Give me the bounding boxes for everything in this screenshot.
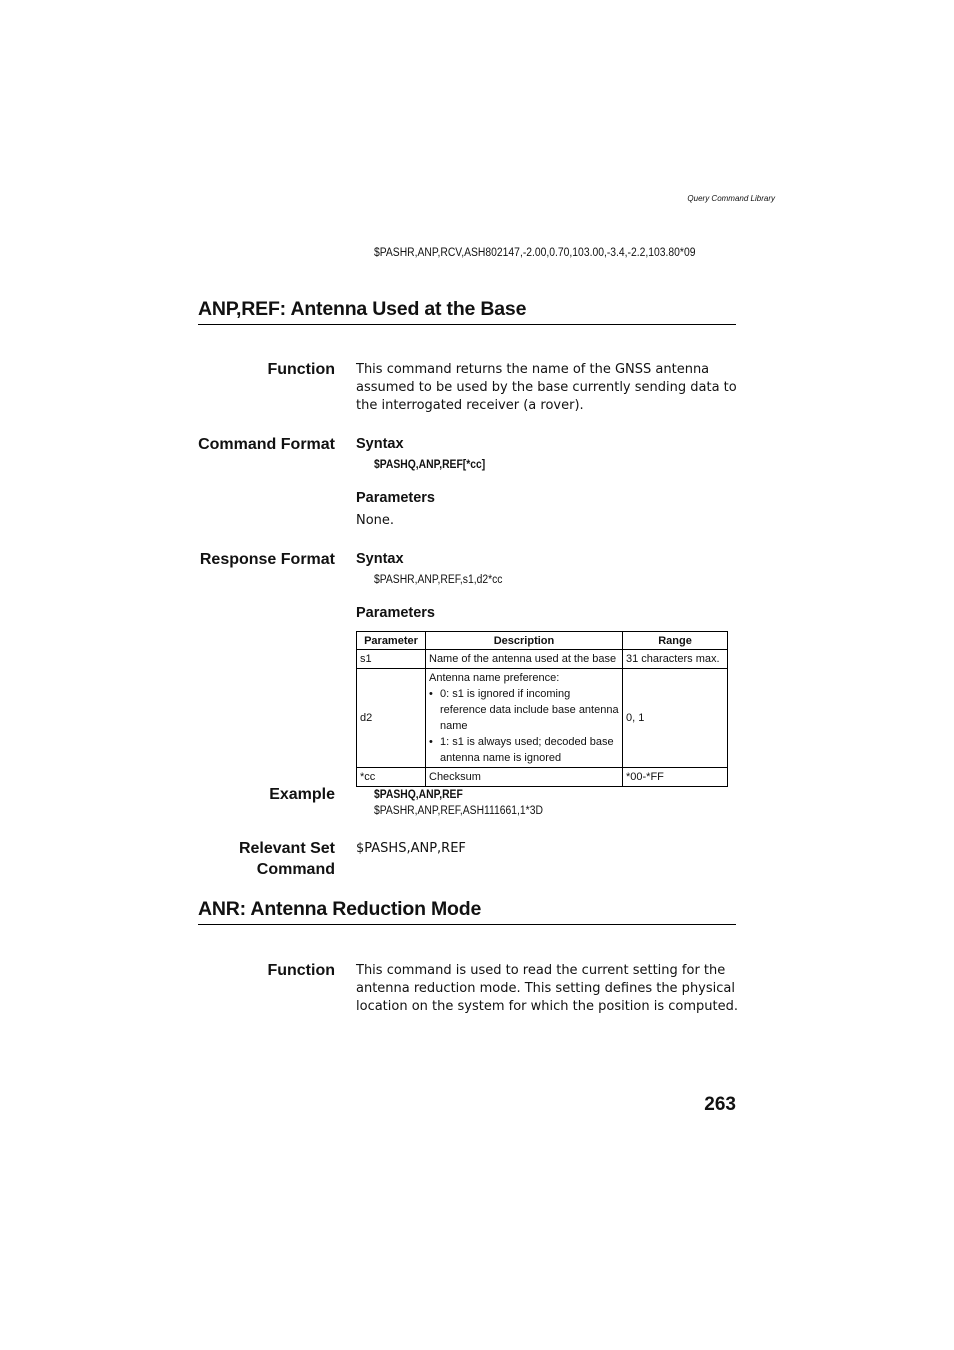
running-header: Query Command Library (687, 194, 775, 203)
page-number: 263 (704, 1094, 736, 1115)
header-parameter: Parameter (357, 632, 426, 650)
command-format-label: Command Format (198, 436, 335, 453)
section-title-anp-ref: ANP,REF: Antenna Used at the Base (198, 298, 736, 325)
table-header-row (357, 632, 728, 650)
example-query: $PASHQ,ANP,REF (374, 789, 463, 801)
resp-syntax: $PASHR,ANP,REF,s1,d2*cc (374, 574, 503, 586)
desc-bullet: • 0: s1 is ignored if incoming reference data include base antenna name (440, 686, 619, 734)
relevant-label-line2: Command (256, 861, 335, 878)
cell-range: 0, 1 (623, 669, 728, 768)
cmd-syntax: $PASHQ,ANP,REF[*cc] (374, 459, 486, 471)
function-label-anr: Function (267, 962, 335, 979)
response-format-label: Response Format (199, 551, 335, 568)
table-row (357, 768, 728, 787)
cell-desc (426, 669, 623, 768)
cell-param: d2 (357, 669, 426, 768)
cell-param: *cc (357, 768, 426, 787)
top-response-line: $PASHR,ANP,RCV,ASH802147,-2.00,0.70,103.00,-3.4,-2.2,103.80*09 (374, 247, 696, 259)
desc-bullet: • 1: s1 is always used; decoded base antenna name is ignored (440, 734, 619, 766)
table-row (357, 650, 728, 669)
example-response: $PASHR,ANP,REF,ASH111661,1*3D (374, 805, 543, 817)
desc-bullet-list (429, 686, 619, 766)
cell-range: *00-*FF (623, 768, 728, 787)
resp-params-label: Parameters (356, 605, 435, 621)
cell-param: s1 (357, 650, 426, 669)
relevant-set-command-value: $PASHS,ANP,REF (356, 841, 466, 856)
cmd-params-label: Parameters (356, 490, 435, 506)
cell-desc: Checksum (426, 768, 623, 787)
section-title-anr: ANR: Antenna Reduction Mode (198, 898, 736, 925)
header-description: Description (426, 632, 623, 650)
function-text: This command returns the name of the GNSS antenna assumed to be used by the base currently sending data to the interrogated receiver (a rover). (356, 362, 737, 413)
function-text-anr: This command is used to read the current setting for the antenna reduction mode. This setting defines the physical location on the system for which the position is computed. (356, 963, 738, 1014)
table-row (357, 669, 728, 768)
resp-syntax-label: Syntax (356, 551, 404, 567)
cell-desc: Name of the antenna used at the base (426, 650, 623, 669)
relevant-label-line1: Relevant Set (238, 840, 335, 857)
cmd-syntax-label: Syntax (356, 436, 404, 452)
desc-intro: Antenna name preference: (429, 672, 560, 684)
cmd-params-value: None. (356, 513, 395, 528)
function-label: Function (267, 361, 335, 378)
example-label: Example (269, 786, 335, 803)
parameters-table (356, 631, 728, 787)
header-range: Range (623, 632, 728, 650)
relevant-set-command-label (150, 838, 335, 880)
cell-range: 31 characters max. (623, 650, 728, 669)
